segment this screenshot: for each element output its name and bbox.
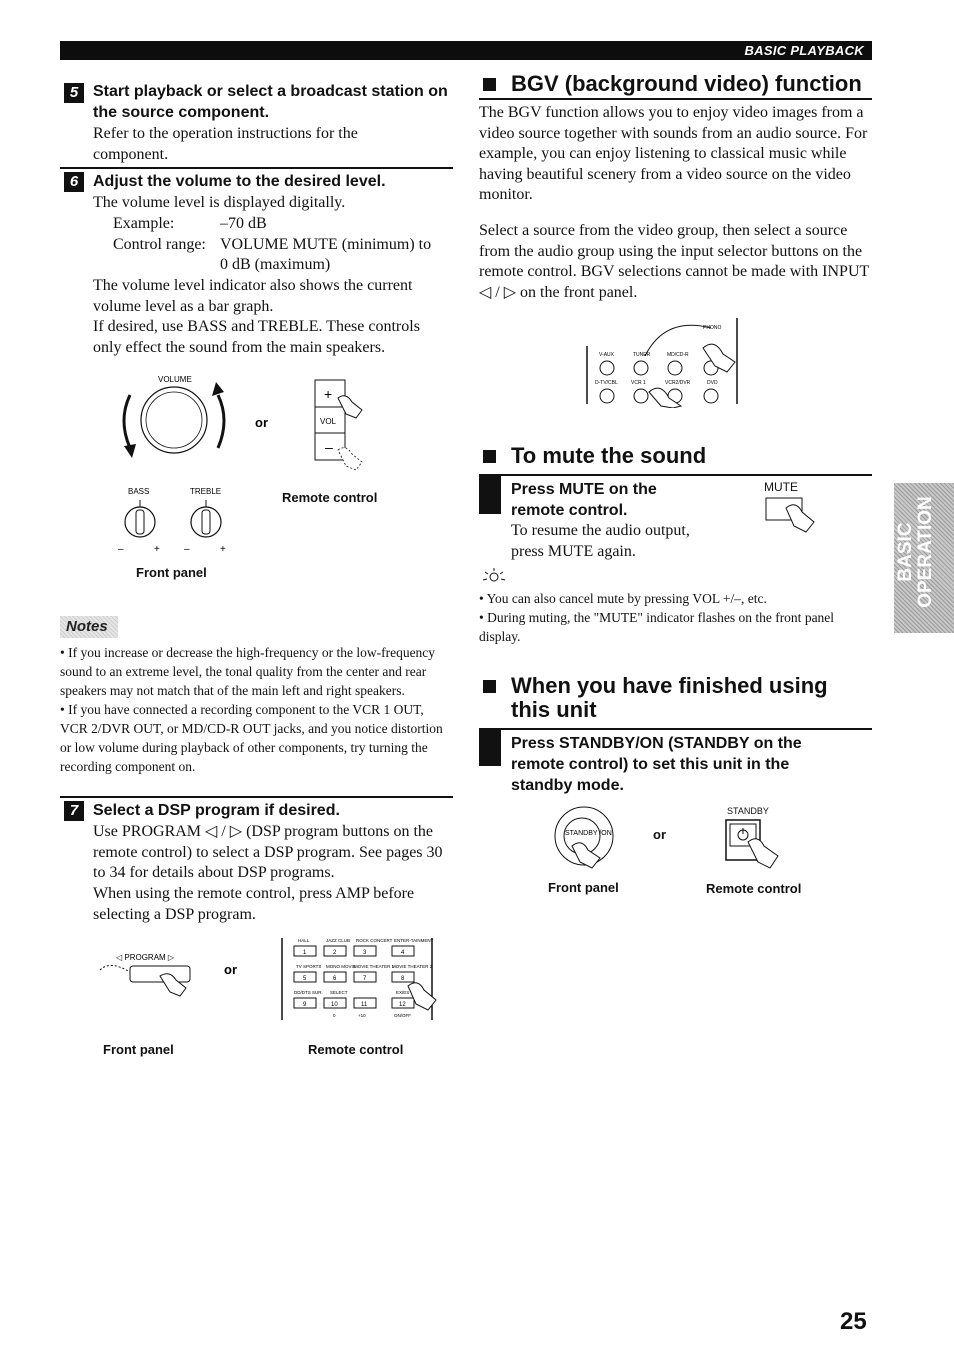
step-bar <box>479 730 501 766</box>
step-number-6: 6 <box>64 172 84 192</box>
remote-caption: Remote control <box>706 881 802 896</box>
divider <box>479 98 872 100</box>
svg-text:MD/CD-R: MD/CD-R <box>667 352 689 358</box>
standby-on-label: STANDBY /ON <box>565 830 612 837</box>
notes-list <box>60 643 450 776</box>
or-text: or <box>224 962 237 977</box>
svg-text:D-TV/CBL: D-TV/CBL <box>595 380 618 386</box>
standby-front-figure <box>548 802 638 872</box>
step6-line1: The volume level is displayed digitally. <box>93 194 346 211</box>
clockwise-arrow-icon <box>218 395 224 448</box>
note-item: • If you increase or decrease the high-frequency or the low-frequency sound to an extreme level, the tonal quality from the center and rear speakers may not match that of the main left and right speakers. <box>60 645 436 698</box>
section-bullet-icon <box>483 78 496 91</box>
svg-text:HALL: HALL <box>298 938 310 943</box>
svg-text:VCR 1: VCR 1 <box>631 380 646 386</box>
svg-text:5: 5 <box>303 976 307 982</box>
front-caption: Front panel <box>548 880 619 895</box>
svg-text:TV SPORTS: TV SPORTS <box>296 964 322 969</box>
program-figure <box>90 930 450 1030</box>
side-tab <box>894 483 954 633</box>
counterclockwise-arrow-icon <box>124 395 130 448</box>
section-title: BASIC PLAYBACK <box>744 43 864 58</box>
section-bullet-icon <box>483 680 496 693</box>
step5-body: Refer to the operation instructions for the component. <box>93 125 358 163</box>
remote-caption: Remote control <box>282 490 378 505</box>
standby-label: STANDBY <box>727 806 769 816</box>
svg-text:4: 4 <box>401 950 405 956</box>
divider <box>479 474 872 476</box>
svg-text:EX/ES: EX/ES <box>396 990 410 995</box>
range-value-2: 0 dB (maximum) <box>220 256 331 273</box>
front-caption: Front panel <box>103 1042 174 1057</box>
input-selector-figure <box>585 316 745 408</box>
svg-text:7: 7 <box>363 976 367 982</box>
treble-knob-icon <box>191 507 221 537</box>
svg-text:+: + <box>324 386 333 402</box>
range-value-1: VOLUME MUTE (minimum) to <box>220 236 432 253</box>
tips-list <box>479 589 869 646</box>
finish-step-title: Press STANDBY/ON (STANDBY on the remote control) to set this unit in the standby mode. <box>511 735 802 794</box>
bass-minus: – <box>118 544 124 555</box>
svg-text:ROCK CONCERT: ROCK CONCERT <box>356 938 393 943</box>
mute-step-title: Press MUTE on the remote control. <box>511 481 657 519</box>
svg-text:12: 12 <box>399 1002 406 1008</box>
bgv-para2: Select a source from the video group, then select a source from the audio group using the input selector buttons on the remote control. BGV selections cannot be made with INPUT ◁ / ▷ on the front panel. <box>479 222 869 301</box>
volume-knob-icon <box>141 387 207 453</box>
svg-text:DVD: DVD <box>707 380 718 386</box>
program-button-icon <box>130 966 190 982</box>
svg-text:TUNER: TUNER <box>633 352 651 358</box>
page-number: 25 <box>840 1308 867 1335</box>
svg-text:VCR2/DVR: VCR2/DVR <box>665 380 691 386</box>
divider <box>60 796 453 798</box>
program-label: ◁ PROGRAM ▷ <box>116 953 175 962</box>
svg-text:6: 6 <box>333 976 337 982</box>
svg-text:+10: +10 <box>358 1013 366 1018</box>
step6-para2: The volume level indicator also shows the current volume level as a bar graph. <box>93 277 413 315</box>
example-value: –70 dB <box>220 215 267 232</box>
svg-text:0: 0 <box>333 1013 336 1018</box>
svg-text:1: 1 <box>303 950 307 956</box>
svg-text:3: 3 <box>363 950 367 956</box>
step7-body2: When using the remote control, press AMP before selecting a DSP program. <box>93 885 415 923</box>
mute-title: To mute the sound <box>511 443 707 468</box>
svg-text:8: 8 <box>401 976 405 982</box>
svg-text:PHONO: PHONO <box>703 325 722 331</box>
pointing-hand-icon <box>748 839 778 868</box>
section-bullet-icon <box>483 450 496 463</box>
header-bar <box>60 41 872 60</box>
volume-figure <box>100 370 420 590</box>
mute-button-figure <box>764 496 824 536</box>
finish-title: When you have finished using this unit <box>511 673 828 722</box>
volume-label: VOLUME <box>158 375 192 384</box>
range-label: Control range: <box>113 236 206 253</box>
svg-text:JAZZ CLUB: JAZZ CLUB <box>326 938 351 943</box>
bass-knob-icon <box>125 507 155 537</box>
tip-lightbulb-icon <box>480 566 508 586</box>
svg-text:ON/OFF: ON/OFF <box>394 1013 411 1018</box>
note-item: • If you have connected a recording component to the VCR 1 OUT, VCR 2/DVR OUT, or MD/CD-R OUT jacks, and you notice distortion or low volume during playback of other components, try turning the recording component on. <box>60 702 443 774</box>
step7-title: Select a DSP program if desired. <box>93 802 340 819</box>
bass-plus: + <box>154 544 160 555</box>
svg-text:9: 9 <box>303 1002 307 1008</box>
tip-item: • During muting, the "MUTE" indicator flashes on the front panel display. <box>479 610 835 644</box>
step-number-7: 7 <box>64 801 84 821</box>
notes-badge: Notes <box>60 616 118 638</box>
step5-title: Start playback or select a broadcast station on the source component. <box>93 83 448 121</box>
front-caption: Front panel <box>136 565 207 580</box>
svg-text:SELECT: SELECT <box>330 990 348 995</box>
mute-label: MUTE <box>764 480 798 494</box>
step-number-5: 5 <box>64 83 84 103</box>
bass-label: BASS <box>128 487 150 496</box>
pointing-hand-icon <box>703 344 735 372</box>
svg-text:DD/DTS SUR.: DD/DTS SUR. <box>294 990 323 995</box>
svg-text:V-AUX: V-AUX <box>599 352 615 358</box>
pointing-hand-icon <box>649 388 681 408</box>
tip-item: • You can also cancel mute by pressing VOL +/–, etc. <box>479 591 767 606</box>
side-tab-label: BASIC OPERATION <box>895 496 936 608</box>
example-label: Example: <box>113 215 175 232</box>
remote-caption: Remote control <box>308 1042 404 1057</box>
divider <box>60 167 453 169</box>
svg-text:ENTER-TAINMENT: ENTER-TAINMENT <box>394 938 434 943</box>
step7-body1: Use PROGRAM ◁ / ▷ (DSP program buttons on the remote control) to select a DSP program. See pages 30 to 34 for details about DSP programs. <box>93 823 443 882</box>
or-text: or <box>653 827 666 842</box>
svg-text:MONO MOVIE: MONO MOVIE <box>326 964 356 969</box>
treble-label: TREBLE <box>190 487 222 496</box>
standby-remote-figure <box>722 816 792 876</box>
bgv-title: BGV (background video) function <box>511 71 862 96</box>
or-text: or <box>255 415 268 430</box>
step6-para3: If desired, use BASS and TREBLE. These controls only effect the sound from the main speakers. <box>93 318 420 356</box>
svg-text:–: – <box>325 439 333 455</box>
bgv-para1: The BGV function allows you to enjoy video images from a video source together with sounds from an audio source. For example, you can enjoy listening to classical music while having beautiful scenery from a video source on the video monitor. <box>479 104 868 204</box>
vol-label: VOL <box>320 417 337 426</box>
step-bar <box>479 476 501 514</box>
svg-text:11: 11 <box>361 1002 368 1008</box>
svg-text:MOVIE THEATER 2: MOVIE THEATER 2 <box>392 964 433 969</box>
svg-text:MOVIE THEATER 1: MOVIE THEATER 1 <box>354 964 395 969</box>
svg-text:10: 10 <box>331 1002 338 1008</box>
treble-plus: + <box>220 544 226 555</box>
mute-body: To resume the audio output, press MUTE again. <box>511 522 690 560</box>
step6-title: Adjust the volume to the desired level. <box>93 173 386 190</box>
pointing-hand-icon <box>160 974 186 996</box>
treble-minus: – <box>184 544 190 555</box>
pointing-hand-icon <box>786 505 814 532</box>
svg-text:2: 2 <box>333 950 337 956</box>
divider <box>479 728 872 730</box>
